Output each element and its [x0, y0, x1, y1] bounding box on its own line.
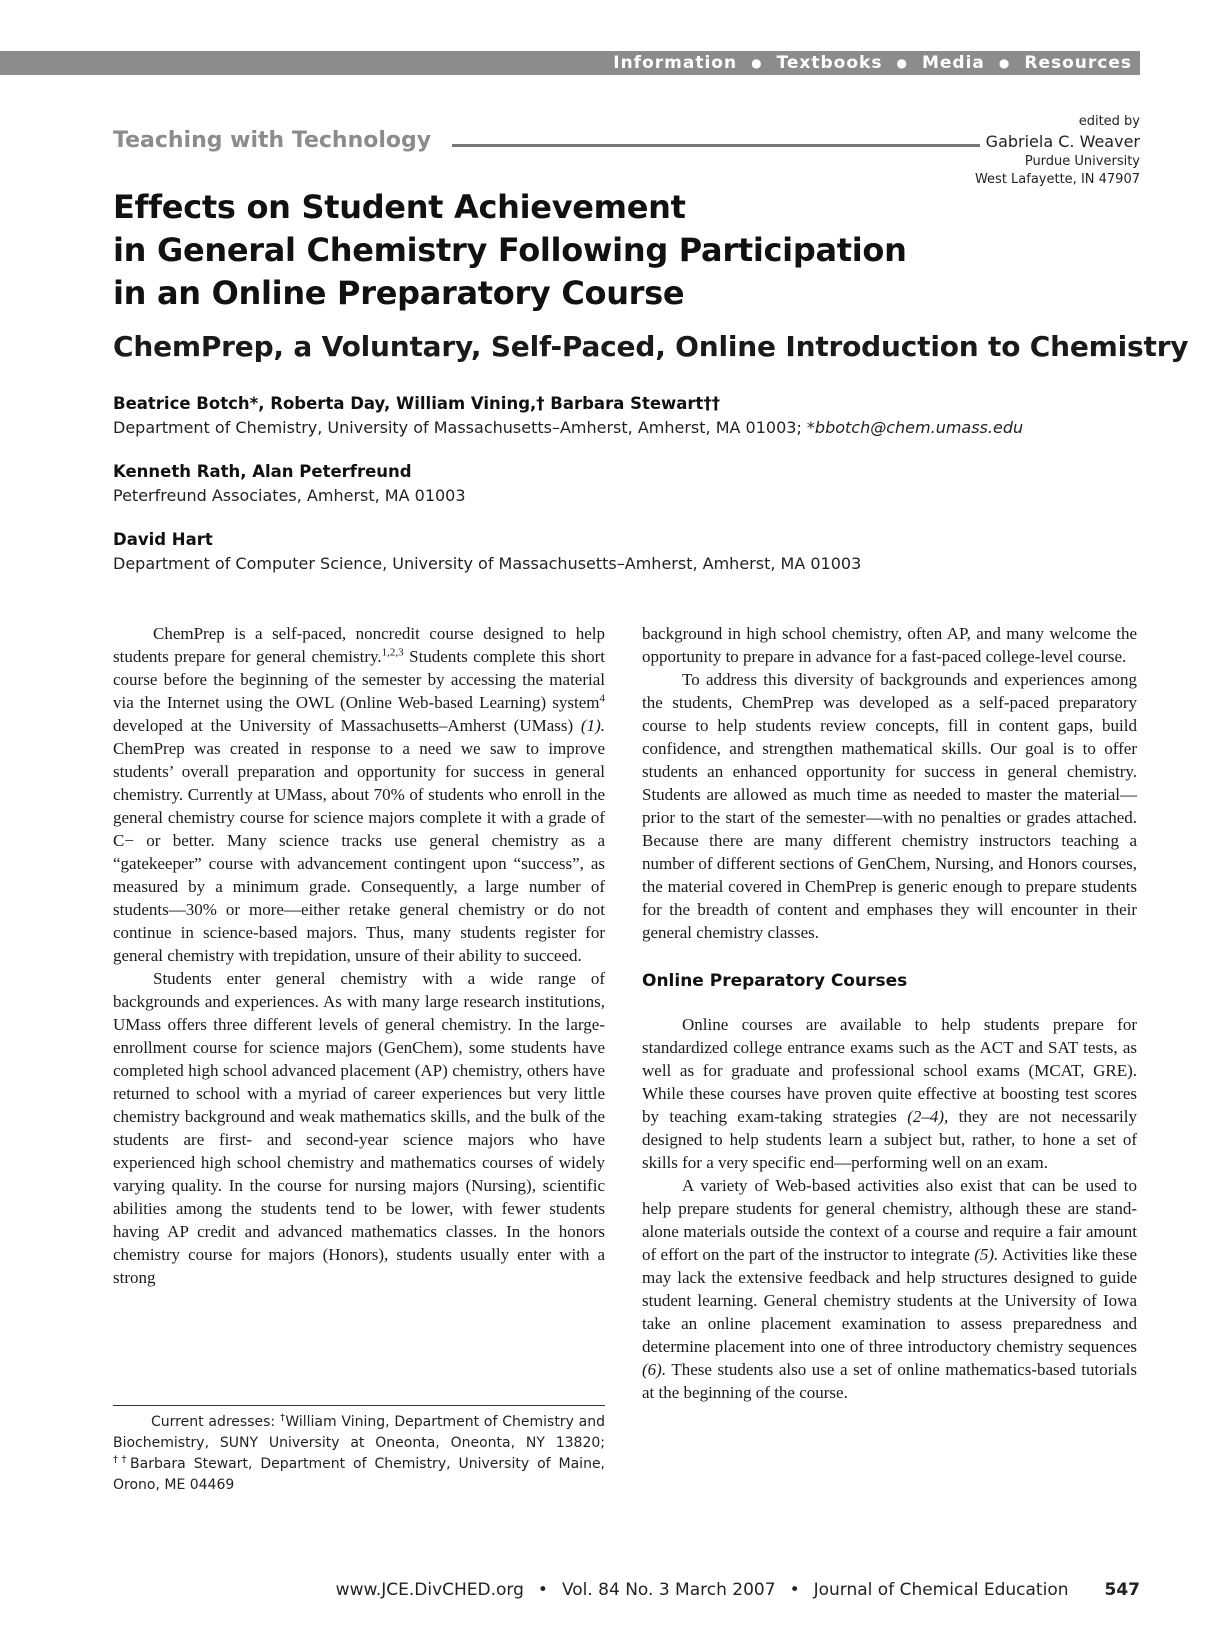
author-group-1	[113, 392, 1023, 440]
text-run: These students also use a set of online mathematics-based tutorials at the beginning of the course.	[642, 1360, 1137, 1402]
text-run: they are not necessarily designed to help students learn a subject but, rather, to hone a set of skills for a very specific end—performing well on an exam.	[642, 1107, 1137, 1172]
section-divider	[452, 144, 980, 147]
author-affiliation: Peterfreund Associates, Amherst, MA 01003	[113, 486, 466, 505]
body-column-right	[642, 622, 1137, 1404]
footnote-text: Barbara Stewart, Department of Chemistry, University of Maine, Orono, ME 04469	[113, 1456, 606, 1493]
footnote-text: William Vining, Department of Chemistry and Biochemistry, SUNY University at Oneonta, Oneonta, NY 13820;	[113, 1414, 606, 1451]
nav-item-media[interactable]: Media	[921, 53, 985, 73]
text-run: ChemPrep was created in response to a need we saw to improve students’ overall preparation and opportunity for success in general chemistry. Currently at UMass, about 70% of students who enroll in the general chemistry course for science majors complete it with a grade of C− or better. Many science tracks use general chemistry as a “gatekeeper” course with advancement contingent upon “success”, as measured by a minimum grade. Consequently, a large number of students—30% or more—either retake general chemistry or do not continue in science-based majors. Thus, many students register for general chemistry with trepidation, unsure of their ability to succeed.	[113, 739, 605, 965]
page-number: 547	[1104, 1580, 1140, 1600]
reference-superscript: 1,2,3	[381, 646, 404, 659]
bullet-separator: ●	[998, 56, 1011, 70]
section-heading: Online Preparatory Courses	[642, 971, 908, 991]
top-nav	[613, 51, 1132, 75]
body-column-left	[113, 622, 605, 1289]
footnote	[113, 1412, 605, 1496]
author-group-3	[113, 528, 861, 576]
article-subtitle: ChemPrep, a Voluntary, Self-Paced, Online Introduction to Chemistry	[113, 330, 1189, 363]
section-label: Teaching with Technology	[113, 128, 432, 153]
bullet-separator: ●	[896, 56, 908, 70]
text-run: A variety of Web-based activities also exist that can be used to help prepare students for general chemistry, although these are stand-alone materials outside the context of a course and require a fair amount of effort on the part of the instructor to integrate	[642, 1176, 1137, 1264]
bullet-separator: ●	[751, 56, 763, 70]
body-paragraph	[642, 1174, 1137, 1404]
editor-label: edited by	[1078, 114, 1140, 129]
citation: (1).	[580, 716, 605, 735]
article-title	[113, 186, 963, 315]
author-email-link[interactable]: *bbotch@chem.umass.edu	[806, 418, 1024, 437]
author-group-2	[113, 460, 466, 508]
nav-item-textbooks[interactable]: Textbooks	[776, 53, 883, 73]
nav-item-information[interactable]: Information	[613, 53, 738, 73]
reference-superscript: 4	[599, 692, 605, 705]
editor-name: Gabriela C. Weaver	[985, 132, 1140, 151]
citation: (6).	[642, 1360, 667, 1379]
affiliation-text: Department of Chemistry, University of Massachusetts–Amherst, Amherst, MA 01003;	[113, 418, 807, 437]
top-banner	[0, 51, 1140, 75]
editor-institution: Purdue University	[1024, 154, 1140, 169]
text-run: ChemPrep is a self-paced, noncredit course designed to help students prepare for general chemistry.	[113, 624, 605, 666]
body-paragraph: Students enter general chemistry with a wide range of backgrounds and experiences. As with many large research institutions, UMass offers three different levels of general chemistry. In the large-enrollment course for science majors (GenChem), some students have completed high school advanced placement (AP) chemistry, others have returned to school with a myriad of career experiences but very little chemistry background and weak mathematics skills, and the bulk of the students are first- and second-year science majors who have experienced high school chemistry and mathematics courses of widely varying quality. In the course for nursing majors (Nursing), scientific abilities among the students tend to be lower, with fewer students having AP credit and advanced mathematics classes. In the honors chemistry course for majors (Honors), students usually enter with a strong	[113, 969, 605, 1287]
author-names: Beatrice Botch*, Roberta Day, William Vining,† Barbara Stewart††	[113, 394, 720, 413]
author-affiliation: Department of Computer Science, University of Massachusetts–Amherst, Amherst, MA 01003	[113, 554, 862, 573]
footnote-marker: †	[279, 1412, 286, 1424]
editor-location: West Lafayette, IN 47907	[974, 172, 1140, 187]
title-line-1: Effects on Student Achievement	[113, 188, 686, 226]
body-paragraph	[113, 622, 605, 967]
body-paragraph: To address this diversity of backgrounds and experiences among the students, ChemPrep was developed as a self-paced preparatory course to help students review concepts, fill in content gaps, build confidence, and strengthen mathematical skills. Our goal is to offer students an enhanced opportunity for success in general chemistry. Students are allowed as much time as needed to master the material—prior to the start of the semester—with no penalties or grades attached. Because there are many different chemistry instructors teaching a number of different sections of GenChem, Nursing, and Honors courses, the material covered in ChemPrep is generic enough to prepare students for the breadth of content and emphases they will encounter in their general chemistry classes.	[642, 670, 1137, 942]
footnote-divider	[113, 1405, 605, 1406]
author-names: Kenneth Rath, Alan Peterfreund	[113, 462, 412, 481]
footnote-prefix: Current adresses:	[151, 1414, 280, 1430]
author-affiliation	[113, 416, 1023, 440]
text-run: developed at the University of Massachusetts–Amherst (UMass)	[113, 716, 581, 735]
footer-site-link[interactable]: www.JCE.DivCHED.org	[335, 1580, 524, 1600]
body-paragraph: background in high school chemistry, often AP, and many welcome the opportunity to prepare in advance for a fast-paced college-level course.	[642, 624, 1137, 666]
text-run: Activities like these may lack the extensive feedback and help structures designed to guide student learning. General chemistry students at the University of Iowa take an online placement examination to assess preparedness and determine placement into one of three introductory chemistry sequences	[642, 1245, 1137, 1356]
citation: (5).	[974, 1245, 999, 1264]
text-run: Students complete this short course before the beginning of the semester by accessing the material via the Internet using the OWL (Online Web-based Learning) system	[113, 647, 605, 712]
title-line-2: in General Chemistry Following Participation	[113, 231, 907, 269]
footer-journal: Journal of Chemical Education	[813, 1580, 1069, 1600]
text-run: Online courses are available to help students prepare for standardized college entrance exams such as the ACT and SAT tests, as well as for graduate and professional school exams (MCAT, GRE). While these courses have proven quite effective at boosting test scores by teaching exam-taking strategies	[642, 1015, 1137, 1126]
footnote-marker: ††	[113, 1454, 131, 1466]
body-paragraph	[642, 1013, 1137, 1174]
title-line-3: in an Online Preparatory Course	[113, 274, 685, 312]
nav-item-resources[interactable]: Resources	[1024, 53, 1132, 73]
footer-volume: Vol. 84 No. 3 March 2007	[561, 1580, 776, 1600]
editor-block	[975, 113, 1140, 189]
citation: (2–4),	[907, 1107, 949, 1126]
author-names: David Hart	[113, 530, 213, 549]
bullet-separator: •	[789, 1580, 800, 1600]
page-footer	[336, 1580, 1140, 1600]
bullet-separator: •	[537, 1580, 548, 1600]
